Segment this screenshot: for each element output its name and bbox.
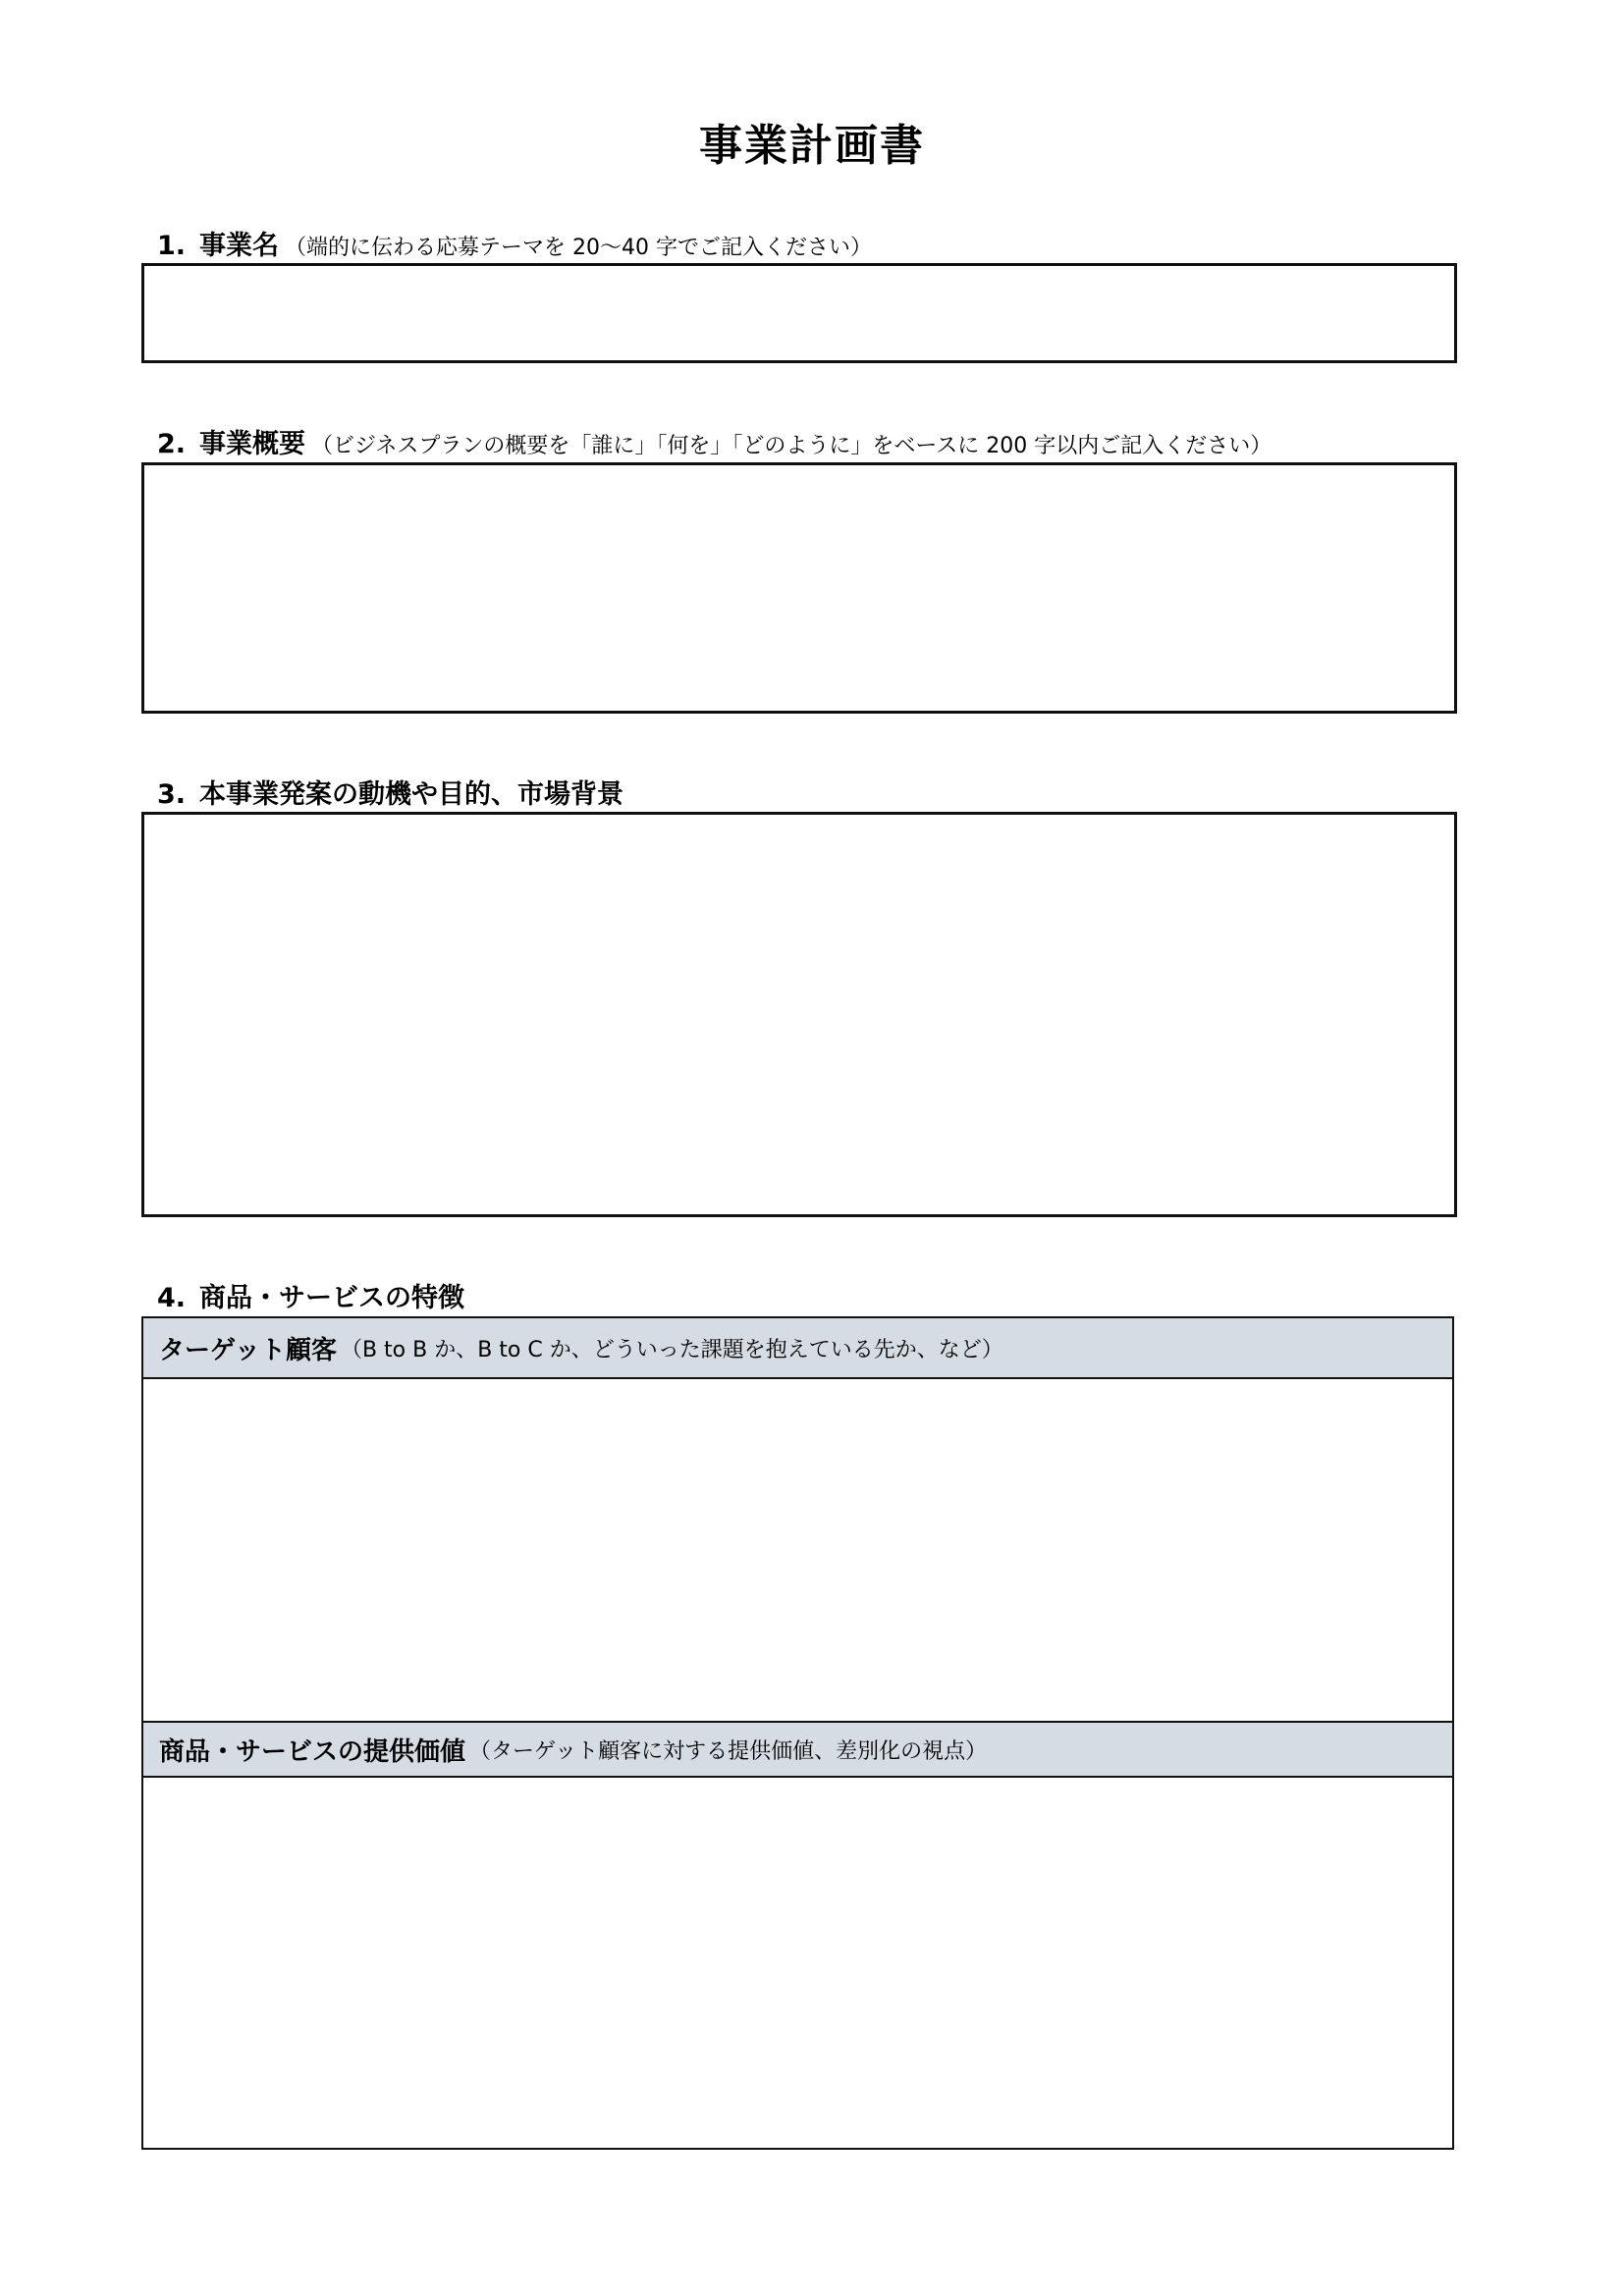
section-3-heading	[157, 773, 629, 811]
section-2-number: 2.	[157, 429, 187, 459]
value-proposition-header	[141, 1721, 1454, 1778]
target-customer-field[interactable]	[141, 1379, 1454, 1721]
section-1-label: 事業名	[199, 231, 280, 261]
document-title: 事業計画書	[699, 121, 925, 171]
section-4-heading	[157, 1276, 470, 1314]
section-2-label: 事業概要	[199, 429, 306, 459]
section-1-number: 1.	[157, 231, 187, 261]
business-overview-field[interactable]	[141, 462, 1457, 714]
section-3-label: 本事業発案の動機や目的、市場背景	[199, 779, 624, 810]
target-customer-label: ターゲット顧客	[159, 1335, 337, 1365]
section-1-note: （端的に伝わる応募テーマを 20〜40 字でご記入ください）	[285, 236, 873, 260]
target-customer-note: （B to B か、B to C か、どういった課題を抱えている先か、など）	[340, 1337, 1003, 1362]
target-customer-header	[141, 1316, 1454, 1379]
value-proposition-field[interactable]	[141, 1778, 1454, 2150]
section-2-heading	[157, 422, 1272, 460]
section-1-heading	[157, 224, 872, 262]
section-4-label: 商品・サービスの特徴	[199, 1283, 465, 1313]
business-name-field[interactable]	[141, 263, 1457, 363]
section-2-note: （ビジネスプランの概要を「誰に」「何を」「どのように」をベースに 200 字以内ご記入ください）	[311, 434, 1272, 458]
motivation-background-field[interactable]	[141, 812, 1457, 1217]
section-4-number: 4.	[157, 1283, 187, 1313]
value-proposition-label: 商品・サービスの提供価値	[159, 1736, 466, 1767]
section-3-number: 3.	[157, 779, 187, 810]
value-proposition-note: （ターゲット顧客に対する提供価値、差別化の視点）	[469, 1738, 988, 1764]
